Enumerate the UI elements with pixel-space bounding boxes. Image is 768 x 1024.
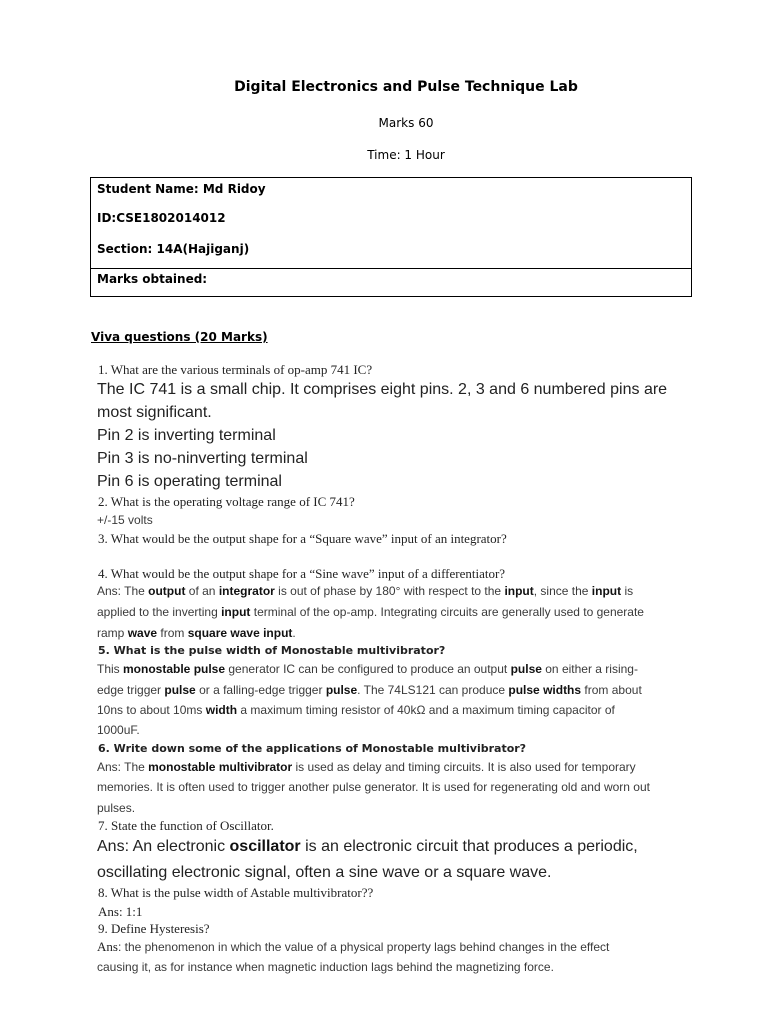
answer-6-line-3: pulses. [97, 801, 136, 815]
answer-1-line-1: The IC 741 is a small chip. It comprises eight pins. 2, 3 and 6 numbered pins are [97, 381, 668, 398]
student-name: Student Name: Md Ridoy [97, 182, 266, 196]
answer-7-line-1: Ans: An electronic oscillator is an electronic circuit that produces a periodic, [97, 838, 638, 855]
answer-1-line-2: most significant. [97, 404, 212, 421]
student-info-box [90, 177, 692, 297]
question-6: 6. Write down some of the applications of Monostable multivibrator? [98, 742, 527, 755]
viva-heading: Viva questions (20 Marks) [91, 330, 268, 344]
exam-time: Time: 1 Hour [367, 148, 445, 162]
answer-4-line-1: Ans: The output of an integrator is out of phase by 180° with respect to the input, since the input is [97, 584, 634, 598]
question-1: 1. What are the various terminals of op-amp 741 IC? [98, 362, 373, 377]
question-5: 5. What is the pulse width of Monostable multivibrator? [98, 644, 446, 657]
answer-5-line-2: edge trigger pulse or a falling-edge trigger pulse. The 74LS121 can produce pulse widths from about [97, 683, 642, 697]
answer-9-line-2: causing it, as for instance when magnetic induction lags behind the magnetizing force. [97, 960, 554, 974]
student-section: Section: 14A(Hajiganj) [97, 242, 250, 256]
question-7: 7. State the function of Oscillator. [98, 818, 274, 833]
question-2: 2. What is the operating voltage range of IC 741? [98, 494, 355, 509]
answer-4-line-3: ramp wave from square wave input. [97, 626, 296, 640]
total-marks: Marks 60 [378, 116, 434, 130]
answer-1-pin-2: Pin 2 is inverting terminal [97, 427, 276, 444]
box-divider [91, 268, 691, 269]
answer-1-pin-6: Pin 6 is operating terminal [97, 473, 282, 490]
answer-6-line-2: memories. It is often used to trigger another pulse generator. It is used for regenerating old and worn out [97, 780, 650, 794]
question-4: 4. What would be the output shape for a “Sine wave” input of a differentiator? [98, 566, 506, 581]
document-title: Digital Electronics and Pulse Technique Lab [234, 79, 578, 95]
answer-5-line-3: 10ns to about 10ms width a maximum timing resistor of 40kΩ and a maximum timing capacitor of [97, 703, 615, 717]
answer-1-pin-3: Pin 3 is no-ninverting terminal [97, 450, 308, 467]
answer-7-line-2: oscillating electronic signal, often a sine wave or a square wave. [97, 864, 552, 881]
student-id: ID:CSE1802014012 [97, 211, 226, 225]
answer-5-line-1: This monostable pulse generator IC can be configured to produce an output pulse on either a rising- [97, 662, 638, 676]
question-3: 3. What would be the output shape for a “Square wave” input of an integrator? [98, 531, 507, 546]
answer-6-line-1: Ans: The monostable multivibrator is used as delay and timing circuits. It is also used for temporary [97, 760, 636, 774]
answer-4-line-2: applied to the inverting input terminal of the op-amp. Integrating circuits are generally used to generate [97, 605, 644, 619]
question-8: 8. What is the pulse width of Astable multivibrator?? [98, 885, 374, 900]
answer-2: +/-15 volts [97, 513, 153, 527]
answer-9-line-1: Ans: the phenomenon in which the value of a physical property lags behind changes in the effect [97, 939, 610, 954]
marks-obtained: Marks obtained: [97, 272, 208, 286]
answer-8: Ans: 1:1 [98, 904, 143, 919]
answer-5-line-4: 1000uF. [97, 723, 140, 737]
question-9: 9. Define Hysteresis? [98, 921, 210, 936]
